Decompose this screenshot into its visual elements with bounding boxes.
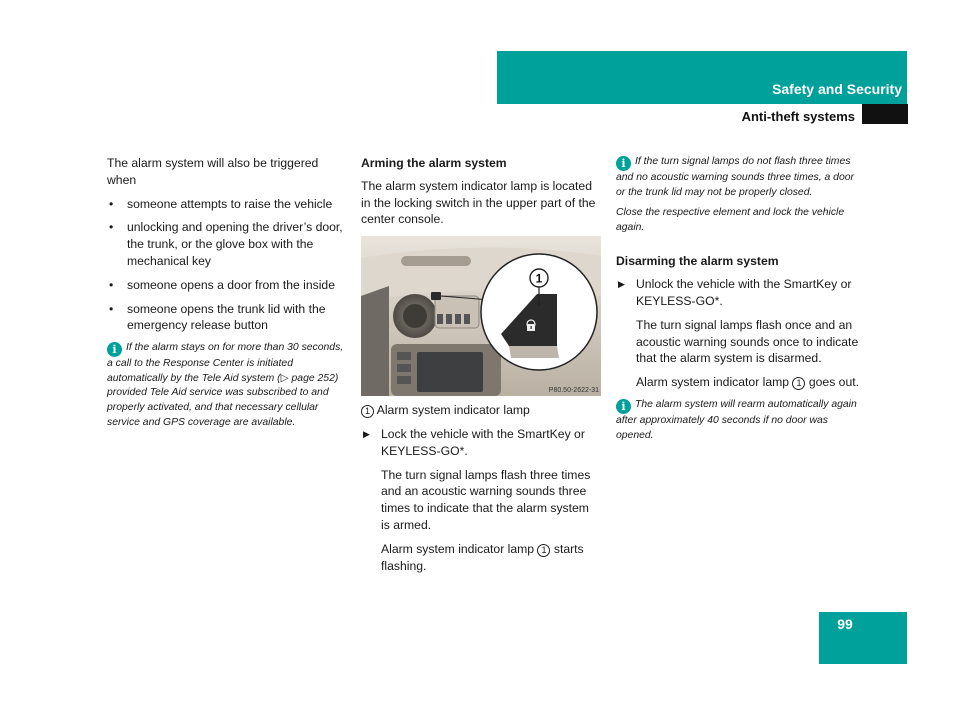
bullet-icon: • bbox=[109, 196, 114, 211]
info-icon: i bbox=[616, 156, 631, 171]
door-closed-note-continued: Close the respective element and lock the vehicle again. bbox=[616, 207, 845, 233]
arming-step bbox=[361, 426, 601, 460]
list-item-text: someone opens the trunk lid with the emergency release button bbox=[127, 301, 326, 333]
center-console-illustration bbox=[361, 236, 601, 396]
rearm-note bbox=[616, 398, 861, 443]
step-text: Lock the vehicle with the SmartKey or KEYLESS-GO*. bbox=[381, 426, 585, 458]
disarming-result-lamp bbox=[616, 374, 861, 391]
section-title: Safety and Security bbox=[772, 81, 902, 97]
arming-result-signal: The turn signal lamps flash three times and an acoustic warning sounds three times to indicate that the alarm system is armed. bbox=[381, 467, 591, 532]
column-left bbox=[107, 155, 347, 436]
bullet-icon: • bbox=[109, 220, 114, 235]
door-closed-note bbox=[616, 155, 861, 200]
bullet-icon: • bbox=[109, 277, 114, 292]
alarm-trigger-intro: The alarm system will also be triggered when bbox=[107, 156, 319, 187]
figure-caption bbox=[361, 402, 601, 419]
subheader-tab-marker bbox=[862, 104, 908, 124]
list-item-text: someone attempts to raise the vehicle bbox=[127, 196, 333, 211]
note-text: If the turn signal lamps do not flash three times and no acoustic warning sounds three times, a door or the trunk lid may not be properly closed. bbox=[616, 156, 854, 198]
column-middle bbox=[361, 155, 601, 581]
result-text-pre: Alarm system indicator lamp bbox=[636, 375, 790, 390]
subsection-title: Anti-theft systems bbox=[741, 109, 855, 124]
list-item-text: someone opens a door from the inside bbox=[127, 277, 335, 292]
step-arrow-icon: ▶ bbox=[618, 279, 625, 290]
list-item bbox=[107, 196, 347, 213]
disarming-heading: Disarming the alarm system bbox=[616, 254, 779, 269]
step-arrow-icon: ▶ bbox=[363, 428, 370, 439]
trigger-list bbox=[107, 196, 347, 335]
note-text: The alarm system will rearm automatically again after approximately 40 seconds if no door was opened. bbox=[616, 398, 857, 441]
list-item bbox=[107, 277, 347, 294]
result-text-post: starts flashing. bbox=[381, 541, 584, 573]
result-text-post: goes out. bbox=[808, 375, 860, 390]
result-text-pre: Alarm system indicator lamp bbox=[381, 541, 535, 556]
callout-1-icon: 1 bbox=[361, 405, 374, 418]
disarming-result-signal: The turn signal lamps flash once and an acoustic warning sounds once to indicate that the alarm system is disarmed. bbox=[636, 317, 859, 366]
figure-code: P80.50-2622-31 bbox=[548, 387, 599, 395]
arming-result-lamp bbox=[361, 541, 601, 575]
caption-text: Alarm system indicator lamp bbox=[376, 403, 530, 418]
arming-intro: The alarm system indicator lamp is located in the locking switch in the upper part of the center console. bbox=[361, 178, 596, 227]
tele-aid-note bbox=[107, 341, 347, 430]
disarming-step bbox=[616, 276, 861, 310]
column-right bbox=[616, 155, 861, 449]
center-console-figure bbox=[361, 236, 601, 396]
note-text: If the alarm stays on for more than 30 seconds, a call to the Response Center is initiated automatically by the Tele Aid system (▷ page 252) provided Tele Aid service was subscribed to and properly activated, and that necessary cellular service and GPS coverage are available. bbox=[107, 342, 344, 428]
arming-heading: Arming the alarm system bbox=[361, 156, 507, 170]
page-number: 99 bbox=[837, 616, 853, 632]
callout-1-icon: 1 bbox=[537, 544, 550, 557]
list-item-text: unlocking and opening the driver’s door, the trunk, or the glove box with the mechanical key bbox=[127, 220, 343, 268]
figure-callout-number: 1 bbox=[535, 271, 543, 286]
step-text: Unlock the vehicle with the SmartKey or KEYLESS-GO*. bbox=[636, 277, 852, 308]
info-icon: i bbox=[107, 342, 122, 357]
list-item bbox=[107, 301, 347, 335]
list-item bbox=[107, 219, 347, 269]
callout-1-icon: 1 bbox=[792, 377, 805, 390]
info-icon: i bbox=[616, 399, 631, 414]
bullet-icon: • bbox=[109, 301, 114, 316]
